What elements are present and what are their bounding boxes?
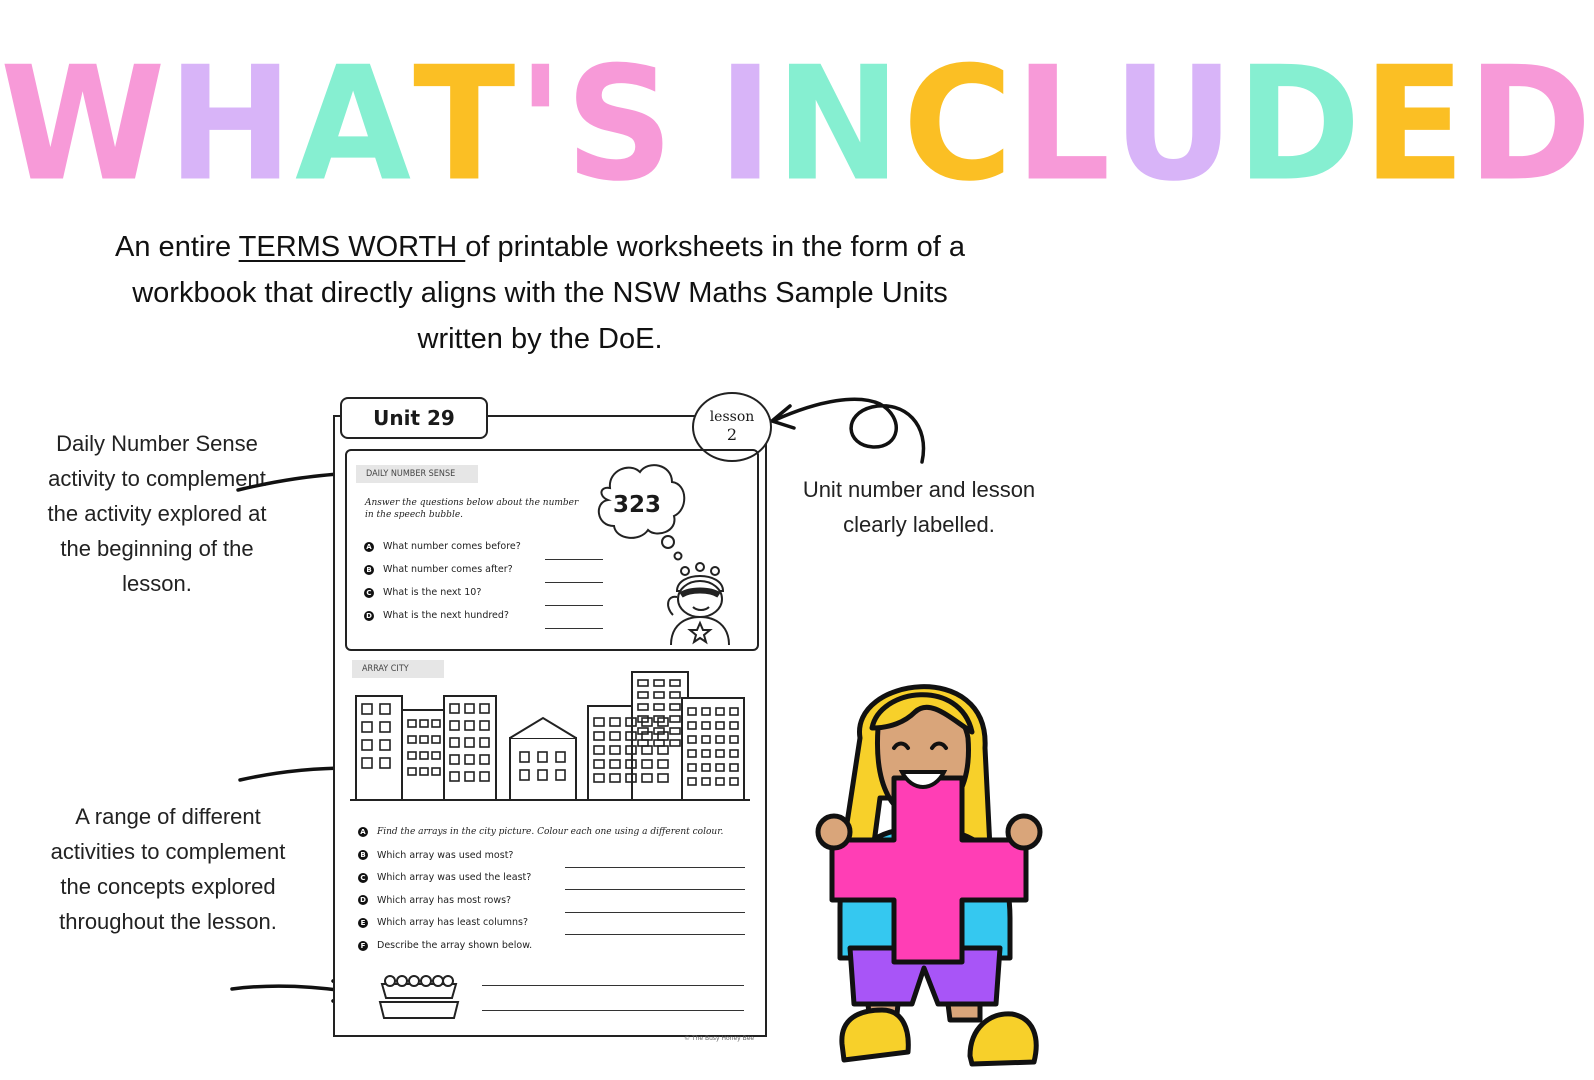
question-letter-badge: F xyxy=(358,941,368,951)
answer-line xyxy=(545,605,603,606)
question-letter-badge: E xyxy=(358,918,368,928)
title-letter: C xyxy=(902,33,1015,217)
dns-question xyxy=(364,564,513,575)
array-section-tab: ARRAY CITY xyxy=(352,660,444,678)
question-text: What is the next 10? xyxy=(383,587,482,598)
question-text: What number comes before? xyxy=(383,541,521,552)
dns-question xyxy=(364,541,521,552)
question-text: What number comes after? xyxy=(383,564,513,575)
answer-line xyxy=(545,559,603,560)
array-question xyxy=(358,872,531,883)
unit-label: Unit 29 xyxy=(340,397,488,439)
answer-line xyxy=(545,582,603,583)
title-letter: H xyxy=(167,33,296,217)
question-letter-badge: B xyxy=(364,565,374,575)
title-letter: W xyxy=(0,33,168,217)
title-letter: E xyxy=(1362,33,1468,217)
array-question xyxy=(358,917,528,928)
answer-line xyxy=(565,934,745,935)
city-picture xyxy=(350,668,750,802)
title-letter: L xyxy=(1014,33,1113,217)
answer-line xyxy=(482,985,744,986)
subtitle-rest: of printable worksheets in the form of a workbook that directly aligns with the NSW Maths Sample Units written by the DoE. xyxy=(132,231,965,355)
girl-with-plus-illustration xyxy=(820,668,1060,1078)
question-letter-badge: C xyxy=(358,873,368,883)
subtitle-start: An entire xyxy=(115,231,239,263)
title-letter: S xyxy=(565,33,676,217)
array-question xyxy=(358,940,532,951)
question-text: What is the next hundred? xyxy=(383,610,509,621)
array-question xyxy=(358,895,511,906)
question-letter-badge: A xyxy=(358,827,368,837)
title-letter: A xyxy=(295,33,414,217)
title-letter: D xyxy=(1236,33,1363,217)
title-letter: D xyxy=(1467,33,1594,217)
title-letter: T xyxy=(413,33,518,217)
title-letter: U xyxy=(1112,33,1237,217)
subtitle-underlined: TERMS WORTH xyxy=(238,231,466,263)
question-text: Find the arrays in the city picture. Colour each one using a different colour. xyxy=(377,827,724,837)
question-letter-badge: A xyxy=(364,542,374,552)
question-letter-badge: D xyxy=(358,895,368,905)
answer-line xyxy=(565,912,745,913)
note-range-activities: A range of different activities to complement the concepts explored throughout the lesson. xyxy=(50,804,286,934)
question-letter-badge: C xyxy=(364,588,374,598)
question-text: Describe the array shown below. xyxy=(377,940,533,951)
answer-line xyxy=(565,889,745,890)
dns-instruction: Answer the questions below about the number in the speech bubble. xyxy=(365,498,579,520)
title-letter: I xyxy=(717,33,776,217)
title-letter: ' xyxy=(517,33,566,217)
lesson-number: 2 xyxy=(726,425,738,444)
question-letter-badge: D xyxy=(364,611,374,621)
lesson-word: lesson xyxy=(709,409,755,425)
egg-carton-icon xyxy=(378,968,460,1022)
array-question xyxy=(358,827,723,837)
superhero-child-illustration xyxy=(655,555,745,645)
question-text: Which array has least columns? xyxy=(377,917,529,929)
question-text: Which array has most rows? xyxy=(377,894,512,906)
question-letter-badge: B xyxy=(358,850,368,860)
dns-question xyxy=(364,610,509,621)
array-question xyxy=(358,850,513,861)
dns-question xyxy=(364,587,481,598)
note-daily-number-sense: Daily Number Sense activity to complement the activity explored at the beginning of the lesson. xyxy=(47,431,267,596)
question-text: Which array was used most? xyxy=(377,849,514,861)
copyright-credit: © The Busy Honey Bee xyxy=(684,1035,755,1042)
question-text: Which array was used the least? xyxy=(377,872,532,884)
title-letter: N xyxy=(775,33,903,217)
answer-line xyxy=(565,867,745,868)
dns-section-tab: DAILY NUMBER SENSE xyxy=(356,465,478,483)
answer-line xyxy=(545,628,603,629)
bubble-number: 323 xyxy=(612,492,661,518)
note-unit-lesson: Unit number and lesson clearly labelled. xyxy=(802,477,1036,537)
answer-line xyxy=(482,1010,744,1011)
